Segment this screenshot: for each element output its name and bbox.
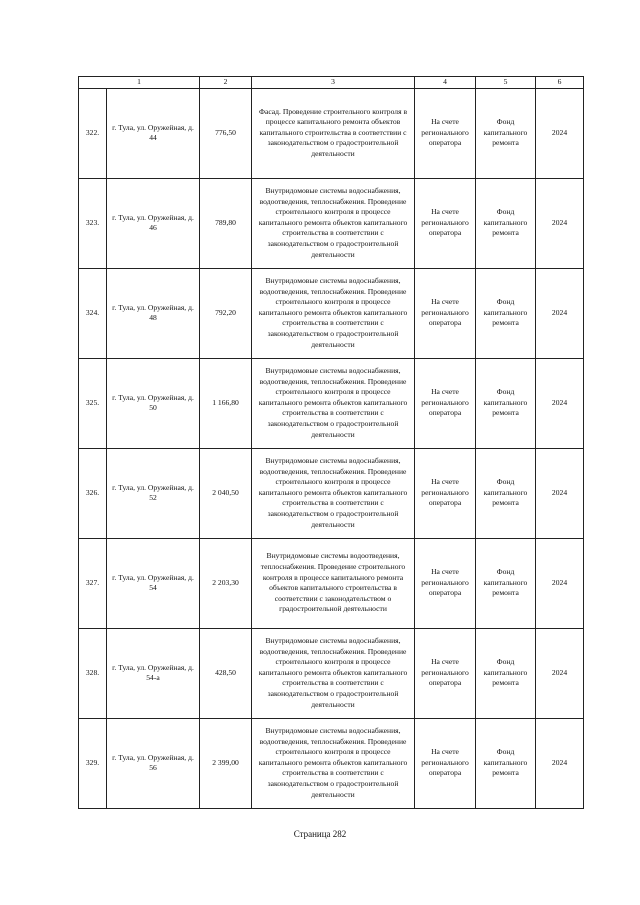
account-cell: На счете регионального оператора <box>415 268 476 358</box>
row-number: 327. <box>79 538 107 628</box>
column-number-row <box>79 77 584 89</box>
table-row <box>79 88 584 178</box>
address-cell: г. Тула, ул. Оружейная, д. 44 <box>107 88 200 178</box>
amount-cell: 1 166,80 <box>200 358 252 448</box>
account-cell: На счете регионального оператора <box>415 178 476 268</box>
amount-cell: 776,50 <box>200 88 252 178</box>
amount-cell: 2 399,00 <box>200 718 252 808</box>
account-cell: На счете регионального оператора <box>415 538 476 628</box>
address-cell: г. Тула, ул. Оружейная, д. 56 <box>107 718 200 808</box>
work-description-cell: Внутридомовые системы водоснабжения, водоотведения, теплоснабжения. Проведение строительного контроля в процессе капитального ремонта объектов капитального строительства в соответствии с законодательством о градостроительной деятельности <box>252 358 415 448</box>
repair-table <box>78 76 584 809</box>
funding-source-cell: Фонд капитального ремонта <box>476 448 536 538</box>
address-cell: г. Тула, ул. Оружейная, д. 46 <box>107 178 200 268</box>
table-row <box>79 448 584 538</box>
row-number: 324. <box>79 268 107 358</box>
work-description-cell: Фасад. Проведение строительного контроля в процессе капитального ремонта объектов капитального строительства в соответствии с законодательством о градостроительной деятельности <box>252 88 415 178</box>
work-description-cell: Внутридомовые системы водоснабжения, водоотведения, теплоснабжения. Проведение строительного контроля в процессе капитального ремонта объектов капитального строительства в соответствии с законодательством о градостроительной деятельности <box>252 718 415 808</box>
address-cell: г. Тула, ул. Оружейная, д. 48 <box>107 268 200 358</box>
year-cell: 2024 <box>536 448 584 538</box>
work-description-cell: Внутридомовые системы водоснабжения, водоотведения, теплоснабжения. Проведение строительного контроля в процессе капитального ремонта объектов капитального строительства в соответствии с законодательством о градостроительной деятельности <box>252 628 415 718</box>
page-number: Страница 282 <box>293 829 347 839</box>
amount-cell: 789,80 <box>200 178 252 268</box>
year-cell: 2024 <box>536 718 584 808</box>
amount-cell: 428,50 <box>200 628 252 718</box>
account-cell: На счете регионального оператора <box>415 718 476 808</box>
funding-source-cell: Фонд капитального ремонта <box>476 268 536 358</box>
funding-source-cell: Фонд капитального ремонта <box>476 178 536 268</box>
column-number: 6 <box>536 77 584 89</box>
account-cell: На счете регионального оператора <box>415 358 476 448</box>
year-cell: 2024 <box>536 88 584 178</box>
year-cell: 2024 <box>536 358 584 448</box>
table-row <box>79 538 584 628</box>
account-cell: На счете регионального оператора <box>415 628 476 718</box>
work-description-cell: Внутридомовые системы водоотведения, теплоснабжения. Проведение строительного контроля в процессе капитального ремонта объектов капитального строительства в соответствии с законодательством о градостроительной деятельности <box>252 538 415 628</box>
table-row <box>79 178 584 268</box>
funding-source-cell: Фонд капитального ремонта <box>476 88 536 178</box>
year-cell: 2024 <box>536 628 584 718</box>
funding-source-cell: Фонд капитального ремонта <box>476 358 536 448</box>
column-number: 4 <box>415 77 476 89</box>
account-cell: На счете регионального оператора <box>415 448 476 538</box>
column-number: 5 <box>476 77 536 89</box>
work-description-cell: Внутридомовые системы водоснабжения, водоотведения, теплоснабжения. Проведение строительного контроля в процессе капитального ремонта объектов капитального строительства в соответствии с законодательством о градостроительной деятельности <box>252 448 415 538</box>
address-cell: г. Тула, ул. Оружейная, д. 54 <box>107 538 200 628</box>
funding-source-cell: Фонд капитального ремонта <box>476 718 536 808</box>
address-cell: г. Тула, ул. Оружейная, д. 54-а <box>107 628 200 718</box>
row-number: 326. <box>79 448 107 538</box>
account-cell: На счете регионального оператора <box>415 88 476 178</box>
table-row <box>79 268 584 358</box>
amount-cell: 2 203,30 <box>200 538 252 628</box>
column-number: 3 <box>252 77 415 89</box>
column-number: 1 <box>79 77 200 89</box>
address-cell: г. Тула, ул. Оружейная, д. 52 <box>107 448 200 538</box>
table-row <box>79 358 584 448</box>
row-number: 322. <box>79 88 107 178</box>
year-cell: 2024 <box>536 178 584 268</box>
row-number: 328. <box>79 628 107 718</box>
amount-cell: 792,20 <box>200 268 252 358</box>
table-row <box>79 718 584 808</box>
year-cell: 2024 <box>536 538 584 628</box>
table-row <box>79 628 584 718</box>
row-number: 329. <box>79 718 107 808</box>
work-description-cell: Внутридомовые системы водоснабжения, водоотведения, теплоснабжения. Проведение строительного контроля в процессе капитального ремонта объектов капитального строительства в соответствии с законодательством о градостроительной деятельности <box>252 178 415 268</box>
column-number: 2 <box>200 77 252 89</box>
amount-cell: 2 040,50 <box>200 448 252 538</box>
row-number: 325. <box>79 358 107 448</box>
funding-source-cell: Фонд капитального ремонта <box>476 538 536 628</box>
year-cell: 2024 <box>536 268 584 358</box>
funding-source-cell: Фонд капитального ремонта <box>476 628 536 718</box>
address-cell: г. Тула, ул. Оружейная, д. 50 <box>107 358 200 448</box>
row-number: 323. <box>79 178 107 268</box>
work-description-cell: Внутридомовые системы водоснабжения, водоотведения, теплоснабжения. Проведение строительного контроля в процессе капитального ремонта объектов капитального строительства в соответствии с законодательством о градостроительной деятельности <box>252 268 415 358</box>
